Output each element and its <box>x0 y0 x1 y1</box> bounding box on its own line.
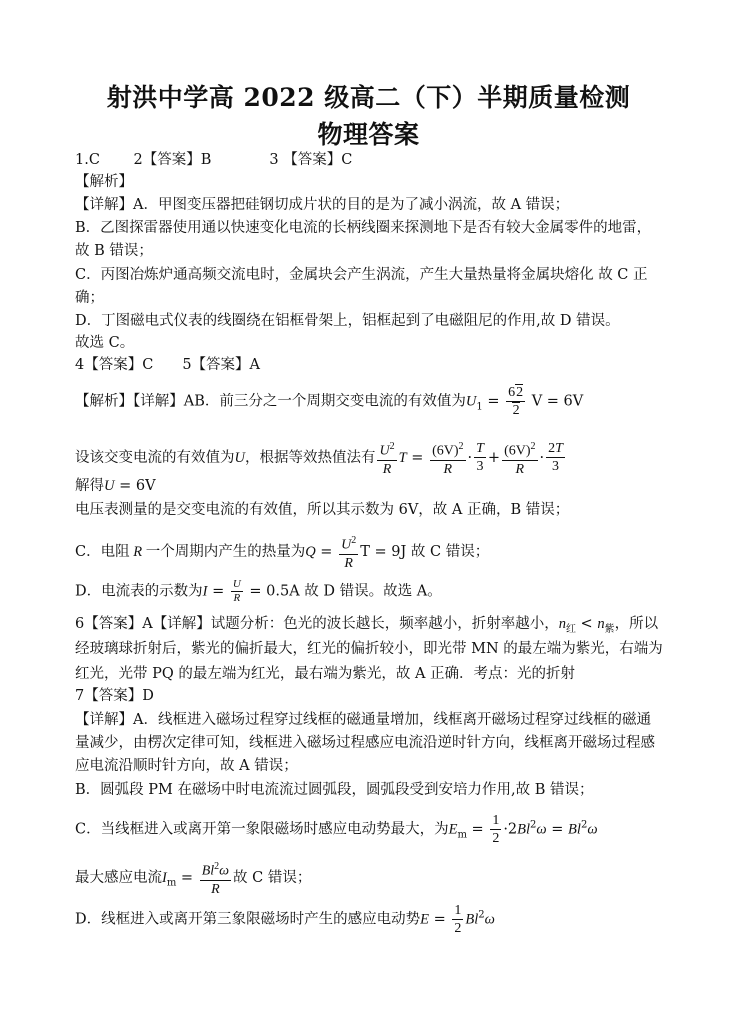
answer-6-tail: ，所以 <box>614 616 659 632</box>
fraction-6v2-over-r-a: $\frac{(6V)^2}{R}$ <box>430 438 465 478</box>
fraction-half-bl2w: $\frac{1}{2}$ <box>454 903 462 936</box>
detail-7a: 【详解】A．线框进入磁场过程穿过线框的磁通量增加，线框离开磁场过程穿过线框的磁通 <box>75 712 651 728</box>
solve-u-line: 解得U = 6V <box>75 478 156 494</box>
symbol-u1: U <box>465 393 477 410</box>
choose-c: 故选 C。 <box>75 335 135 351</box>
detail-c: C．丙图冶炼炉通高频交流电时，金属块会产生涡流，产生大量热量将金属块熔化 故 C 正 <box>75 267 648 283</box>
detail-a: 【详解】A．甲图变压器把硅钢切成片状的目的是为了减小涡流，故 A 错误； <box>75 197 570 213</box>
heat-text-1: C．电阻 <box>75 543 130 560</box>
emf-third-text: D．线框进入或离开第三象限磁场时产生的感应电动势 <box>75 911 421 928</box>
heat-result: T = 9J 故 C 错误； <box>360 543 490 560</box>
fraction-bl2w-over-r: $\frac{Bl^2\omega}{R}$ <box>200 858 231 898</box>
emf-third-quadrant-line: D．线框进入或离开第三象限磁场时产生的感应电动势E = $\frac{1}{2}$ Bl$^2$ω <box>75 903 495 936</box>
equivalent-text-2: ，根据等效热值法有 <box>244 449 376 466</box>
ammeter-line: D．电流表的示数为I = $\frac{U}{R}$ = 0.5A 故 D 错误。故选 A。 <box>75 578 442 604</box>
formula-u1-line: 【解析】【详解】AB．前三分之一个周期交变电流的有效值为$U_1$ = $\frac{62}{2}$ V = 6V <box>75 385 584 418</box>
ammeter-text: D．电流表的示数为 <box>75 583 203 600</box>
fraction-half-emf: $\frac{1}{2}$ <box>492 813 500 846</box>
answer-7: 7【答案】D <box>75 688 154 704</box>
detail-b: B．乙图探雷器使用通以快速变化电流的长柄线圈来探测地下是否有较大金属零件的地雷， <box>75 220 652 236</box>
fraction-6sqrt2-over-sqrt2: $\frac{62}{2}$ <box>508 385 524 418</box>
symbol-u: U <box>234 449 245 466</box>
current-max-text: 最大感应电流 <box>75 869 162 886</box>
ammeter-result: = 0.5A 故 D 错误。故选 A。 <box>244 583 442 600</box>
detail-d: D．丁图磁电式仪表的线圈绕在铝框骨架上，铝框起到了电磁阻尼的作用,故 D 错误。 <box>75 313 620 329</box>
document-subtitle: 物理答案 <box>317 120 420 149</box>
detail-7a-cont-1: 量减少，由楞次定律可知，线框进入磁场过程感应电流沿逆时针方向，线框离开磁场过程感 <box>75 735 655 751</box>
answer-6-cont-2: 红光，光带 PQ 的最左端为红光，最右端为紫光，故 A 正确．考点：光的折射 <box>75 666 576 682</box>
heat-text-2: 一个周期内产生的热量为 <box>145 543 306 560</box>
emf-max-line: C．当线框进入或离开第一象限磁场时感应电动势最大，为$E_m$ = $\frac{1}{2}$ $\cdot 2Bl^2\omega = Bl^2\omega$ <box>75 813 598 846</box>
fraction-t-over-3: $\frac{T}{3}$ <box>476 441 484 475</box>
answer-line-1-3: 1.C 2【答案】B 3 【答案】C <box>75 152 353 168</box>
fraction-u2-over-r: $\frac{U^2}{R}$ <box>377 438 396 478</box>
solve-u-text: 解得 <box>75 478 104 494</box>
fraction-u2-over-r-heat: $\frac{U^2}{R}$ <box>339 532 358 572</box>
fraction-u-over-r: $\frac{U}{R}$ <box>232 578 241 604</box>
voltmeter-line: 电压表测量的是交变电流的有效值，所以其示数为 6V，故 A 正确，B 错误； <box>75 502 570 518</box>
detail-7a-cont-2: 应电流沿顺时针方向，故 A 错误； <box>75 758 298 774</box>
solve-u-result: = 6V <box>114 478 156 494</box>
fraction-2t-over-3: $\frac{2T}{3}$ <box>548 441 563 475</box>
fraction-6v2-over-r-b: $\frac{(6V)^2}{R}$ <box>502 438 537 478</box>
emf-max-text: C．当线框进入或离开第一象限磁场时感应电动势最大，为 <box>75 821 449 838</box>
detail-c-cont: 确； <box>75 290 104 306</box>
analysis-heading: 【解析】 <box>75 174 133 190</box>
formula-equivalent-heat-line: 设该交变电流的有效值为U，根据等效热值法有 $\frac{U^2}{R}$ T = $\frac{(6V)^2}{R}$ · $\frac{T}{3}$ + $\frac{(6V)^2}{R}$ · $\frac{2T}{3}$ <box>75 438 567 478</box>
formula-u1-text: 【解析】【详解】AB．前三分之一个周期交变电流的有效值为 <box>75 393 466 410</box>
answer-6-line: 6【答案】A【详解】试题分析：色光的波长越长，频率越小，折射率越小，$n_红 < n_紫$，所以 <box>75 616 659 635</box>
current-max-tail: 故 C 错误； <box>233 869 312 886</box>
heat-q-line: C．电阻 R 一个周期内产生的热量为Q = $\frac{U^2}{R}$ T = 9J 故 C 错误； <box>75 532 489 572</box>
current-max-line: 最大感应电流$I_m$ = $\frac{Bl^2\omega}{R}$ 故 C 错误； <box>75 858 311 898</box>
formula-u1-result: V = 6V <box>531 393 584 410</box>
answer-6-cont-1: 经玻璃球折射后，紫光的偏折最大，红光的偏折较小，即光带 MN 的最左端为紫光，右端为 <box>75 641 663 657</box>
document-title: 射洪中学高 2022 级高二（下）半期质量检测 <box>106 83 631 112</box>
answer-line-4-5: 4【答案】C 5【答案】A <box>75 357 261 373</box>
answer-6-text: 6【答案】A【详解】试题分析：色光的波长越长，频率越小，折射率越小， <box>75 616 559 632</box>
equivalent-text-1: 设该交变电流的有效值为 <box>75 449 235 466</box>
detail-7b: B．圆弧段 PM 在磁场中时电流流过圆弧段，圆弧段受到安培力作用,故 B 错误； <box>75 782 594 798</box>
detail-b-cont: 故 B 错误； <box>75 243 153 259</box>
